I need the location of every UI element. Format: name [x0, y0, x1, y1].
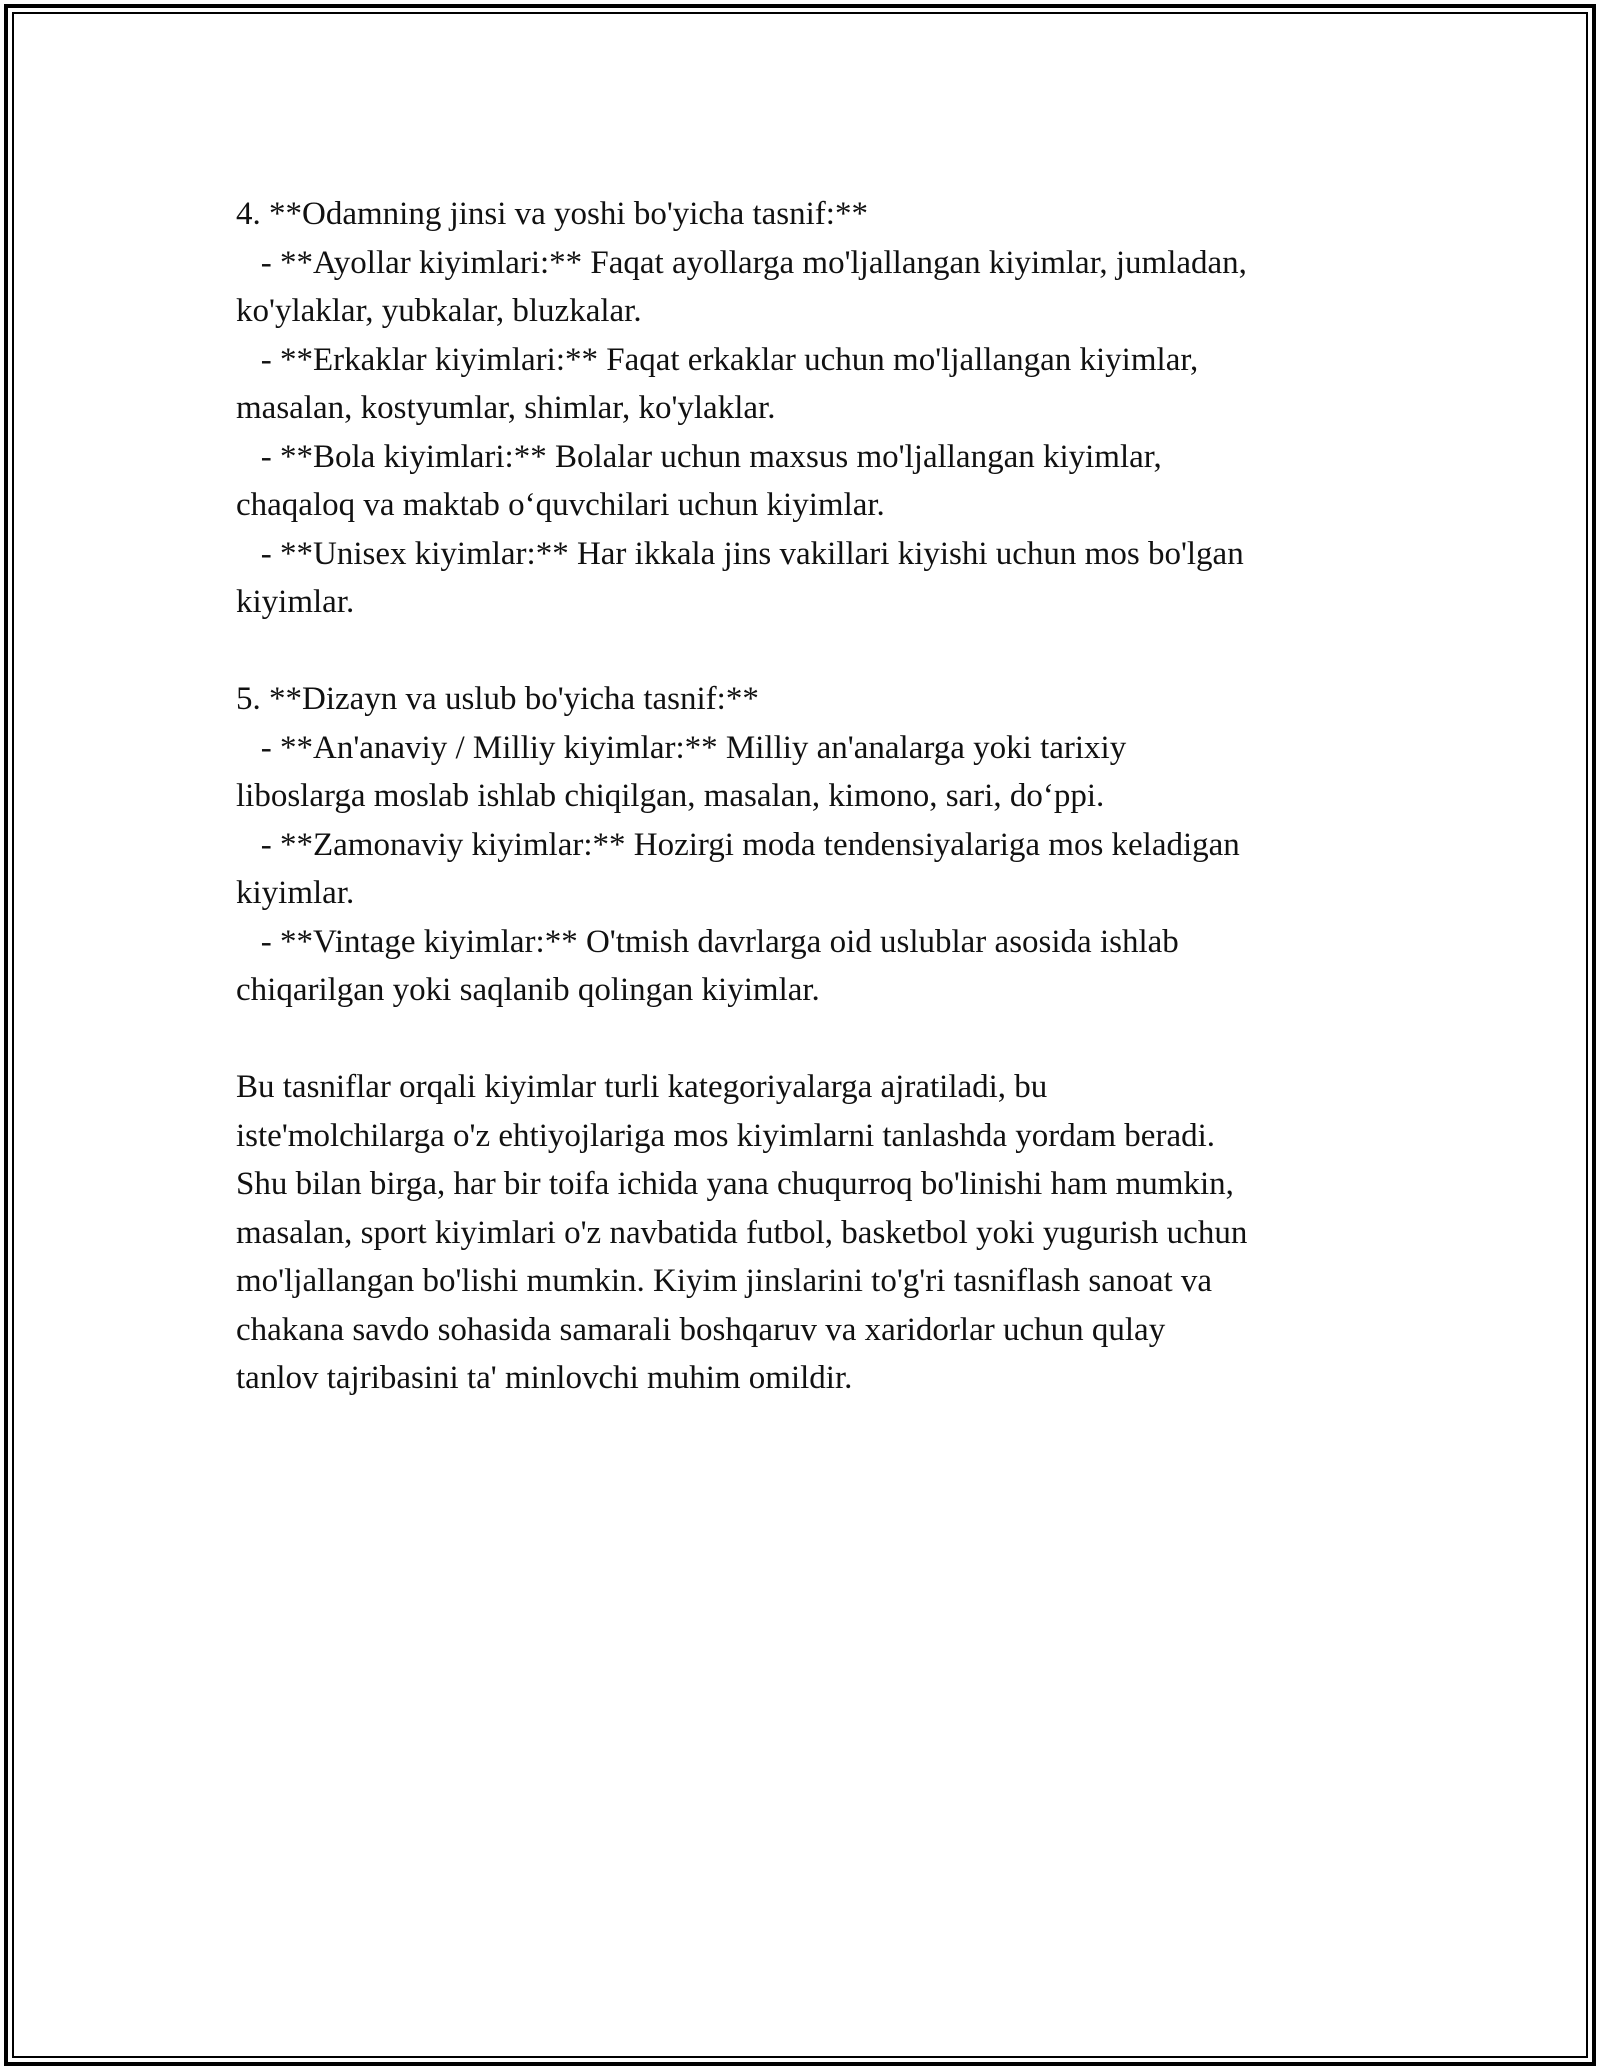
list-item-unisex: - **Unisex kiyimlar:** Har ikkala jins vakillari kiyishi uchun mos bo'lgan	[236, 535, 1244, 572]
list-item-zamonaviy-cont: kiyimlar.	[236, 875, 355, 911]
list-item-erkaklar-cont: masalan, kostyumlar, shimlar, ko'ylaklar.	[236, 390, 776, 426]
section-5-heading: 5. **Dizayn va uslub bo'yicha tasnif:**	[236, 681, 759, 717]
list-item-zamonaviy: - **Zamonaviy kiyimlar:** Hozirgi moda tendensiyalariga mos keladigan	[236, 826, 1240, 863]
conclusion-line: Shu bilan birga, har bir toifa ichida yana chuqurroq bo'linishi ham mumkin,	[236, 1166, 1234, 1202]
list-item-milliy: - **An'anaviy / Milliy kiyimlar:** Milliy an'analarga yoki tarixiy	[236, 729, 1127, 766]
list-item-vintage-cont: chiqarilgan yoki saqlanib qolingan kiyimlar.	[236, 972, 820, 1008]
list-item-milliy-cont: liboslarga moslab ishlab chiqilgan, masalan, kimono, sari, do‘ppi.	[236, 778, 1105, 814]
conclusion-line: masalan, sport kiyimlari o'z navbatida futbol, basketbol yoki yugurish uchun	[236, 1214, 1248, 1251]
list-item-unisex-cont: kiyimlar.	[236, 584, 355, 620]
conclusion-line: iste'molchilarga o'z ehtiyojlariga mos kiyimlarni tanlashda yordam beradi.	[236, 1117, 1216, 1154]
document-body	[236, 190, 1416, 1403]
list-item-ayollar: - **Ayollar kiyimlari:** Faqat ayollarga mo'ljallangan kiyimlar, jumladan,	[236, 244, 1247, 281]
conclusion-line: tanlov tajribasini ta' minlovchi muhim omildir.	[236, 1360, 853, 1396]
list-item-vintage: - **Vintage kiyimlar:** O'tmish davrlarga oid uslublar asosida ishlab	[236, 923, 1179, 960]
paragraph-spacer	[236, 627, 1416, 676]
list-item-bola-cont: chaqaloq va maktab o‘quvchilari uchun kiyimlar.	[236, 487, 885, 523]
paragraph-spacer	[236, 1015, 1416, 1064]
list-item-ayollar-cont: ko'ylaklar, yubkalar, bluzkalar.	[236, 293, 642, 329]
conclusion-line: chakana savdo sohasida samarali boshqaruv va xaridorlar uchun qulay	[236, 1311, 1166, 1348]
conclusion-line: Bu tasniflar orqali kiyimlar turli kategoriyalarga ajratiladi, bu	[236, 1069, 1048, 1105]
list-item-erkaklar: - **Erkaklar kiyimlari:** Faqat erkaklar uchun mo'ljallangan kiyimlar,	[236, 341, 1199, 378]
list-item-bola: - **Bola kiyimlari:** Bolalar uchun maxsus mo'ljallangan kiyimlar,	[236, 438, 1162, 475]
section-4-heading: 4. **Odamning jinsi va yoshi bo'yicha tasnif:**	[236, 196, 868, 232]
conclusion-line: mo'ljallangan bo'lishi mumkin. Kiyim jinslarini to'g'ri tasniflash sanoat va	[236, 1263, 1213, 1299]
